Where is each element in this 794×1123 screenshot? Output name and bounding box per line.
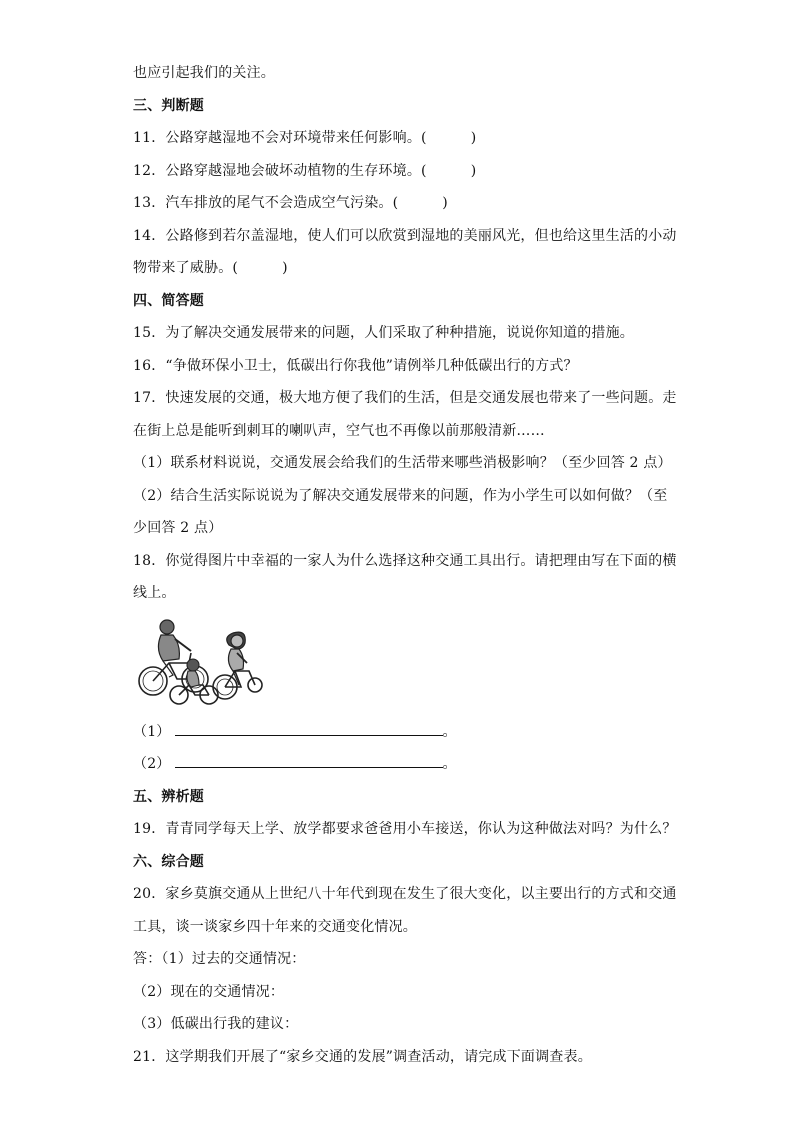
question-11: [133, 127, 673, 149]
document-page: [133, 62, 677, 1078]
question-text: （3）低碳出行我的建议：: [133, 1016, 299, 1032]
question-text: 在街上总是能听到刺耳的喇叭声，空气也不再像以前那般清新……: [133, 422, 545, 439]
question-text: （1）联系材料说说，交通发展会给我们的生活带来哪些消极影响？（至少回答 2 点）: [133, 455, 672, 471]
heading-text: 三、判断题: [133, 97, 204, 114]
question-20-line2: [133, 916, 673, 938]
paren-close: ): [282, 260, 288, 276]
question-text: 工具，谈一谈家乡四十年来的交通变化情况。: [133, 918, 417, 935]
section-heading-analysis: [133, 786, 673, 808]
question-17-sub2-line1: [133, 485, 673, 507]
section-heading-comprehensive: [133, 851, 673, 873]
question-17-sub1: [133, 452, 673, 474]
answer-line-2: [133, 753, 673, 775]
question-text: （2）结合生活实际说说为了解决交通发展带来的问题，作为小学生可以如何做？（至: [133, 487, 668, 504]
question-text: 18．你觉得图片中幸福的一家人为什么选择这种交通工具出行。请把理由写在下面的横: [133, 552, 677, 569]
answer-prefix: （2）: [133, 756, 171, 772]
question-20-line1: [133, 883, 677, 905]
question-20-answer2: [133, 981, 673, 1003]
question-18-line2: [133, 582, 673, 604]
question-text: 16．“争做环保小卫士，低碳出行你我他”请例举几种低碳出行的方式？: [133, 357, 578, 374]
question-21: [133, 1046, 673, 1068]
answer-suffix: 。: [442, 756, 457, 772]
family-cycling-icon: [133, 615, 263, 707]
question-15: [133, 322, 673, 344]
heading-text: 六、综合题: [133, 853, 204, 870]
question-text: 15．为了解决交通发展带来的问题，人们采取了种种措施，说说你知道的措施。: [133, 325, 635, 341]
answer-input-line[interactable]: [175, 721, 443, 736]
question-text: 12．公路穿越湿地会破坏动植物的生存环境。(: [133, 162, 427, 179]
question-text: 20．家乡莫旗交通从上世纪八十年代到现在发生了很大变化，以主要出行的方式和交通: [133, 886, 677, 902]
question-20-answer1: [133, 948, 673, 970]
question-text: 21．这学期我们开展了“家乡交通的发展”调查活动，请完成下面调查表。: [133, 1048, 592, 1065]
answer-prefix: （1）: [133, 723, 171, 740]
question-17-line1: [133, 387, 677, 409]
heading-text: 四、简答题: [133, 292, 204, 309]
question-17-sub2-line2: [133, 517, 673, 539]
question-16: [133, 355, 673, 377]
paren-close: ): [470, 130, 477, 146]
answer-suffix: 。: [442, 723, 457, 740]
answer-line-1: [133, 721, 673, 743]
heading-text: 五、辨析题: [133, 788, 204, 805]
question-12: [133, 160, 673, 182]
question-text: 答：（1）过去的交通情况：: [133, 951, 306, 967]
text-line-continuation: [133, 62, 673, 84]
answer-input-line[interactable]: [175, 753, 443, 768]
question-20-answer3: [133, 1013, 673, 1035]
question-text: （2）现在的交通情况：: [133, 983, 285, 1000]
question-14-line1: [133, 225, 677, 247]
question-18-line1: [133, 550, 677, 572]
paren-close: ): [470, 162, 477, 179]
question-13: [133, 192, 673, 214]
question-19: [133, 818, 677, 840]
question-text: 14．公路修到若尔盖湿地，使人们可以欣赏到湿地的美丽风光，但也给这里生活的小动: [133, 227, 677, 244]
question-text: 13．汽车排放的尾气不会造成空气污染。(: [133, 195, 399, 211]
question-14-line2: [133, 257, 673, 279]
question-text: 17．快速发展的交通，极大地方便了我们的生活，但是交通发展也带来了一些问题。走: [133, 390, 677, 406]
question-text: 19．青青同学每天上学、放学都要求爸爸用小车接送，你认为这种做法对吗？为什么？: [133, 821, 677, 837]
question-text: 少回答 2 点）: [133, 520, 223, 536]
question-17-line2: [133, 420, 673, 442]
text: 也应引起我们的关注。: [133, 65, 275, 81]
question-text: 线上。: [133, 585, 176, 601]
paren-close: ): [442, 195, 448, 211]
section-heading-short-answer: [133, 290, 673, 312]
question-text: 物带来了威胁。(: [133, 260, 239, 276]
section-heading-judgement: [133, 95, 673, 117]
question-text: 11．公路穿越湿地不会对环境带来任何影响。(: [133, 130, 427, 146]
